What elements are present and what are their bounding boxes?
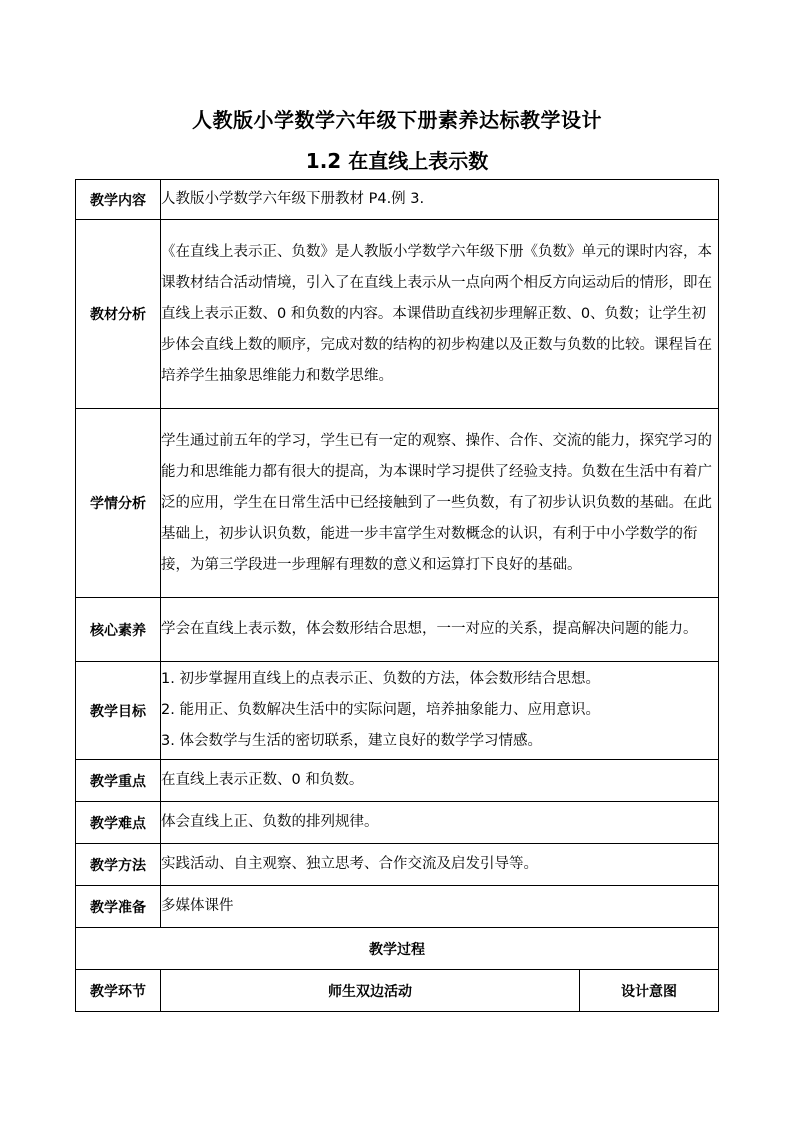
value-difficulty: 体会直线上正、负数的排列规律。 xyxy=(161,802,719,844)
value-material: 《在直线上表示正、负数》是人教版小学数学六年级下册《负数》单元的课时内容，本课教材结合活动情境，引入了在直线上表示从一点向两个相反方向运动后的情形，即在直线上表示正数、0 和负数的内容。本课借助直线初步理解正数、0、负数；让学生初步体会直线上数的顺序，完成对数的结构的初步构建以及正数与负数的比较。课程旨在培养学生抽象思维能力和数学思维。 xyxy=(161,220,719,409)
row-process-columns xyxy=(76,970,719,1012)
document-title: 人教版小学数学六年级下册素养达标教学设计 xyxy=(192,108,602,132)
goal-item: 1. 初步掌握用直线上的点表示正、负数的方法，体会数形结合思想。 xyxy=(161,671,600,687)
column-stage: 教学环节 xyxy=(76,970,161,1012)
value-content: 人教版小学数学六年级下册教材 P4.例 3. xyxy=(161,180,719,220)
row-key xyxy=(76,760,719,802)
process-header: 教学过程 xyxy=(76,928,719,970)
column-activity: 师生双边活动 xyxy=(161,970,580,1012)
label-key: 教学重点 xyxy=(76,760,161,802)
label-content: 教学内容 xyxy=(76,180,161,220)
column-intent: 设计意图 xyxy=(580,970,719,1012)
row-prep xyxy=(76,886,719,928)
label-difficulty: 教学难点 xyxy=(76,802,161,844)
row-process-header xyxy=(76,928,719,970)
row-content xyxy=(76,180,719,220)
row-students xyxy=(76,409,719,598)
row-difficulty xyxy=(76,802,719,844)
goal-item: 2. 能用正、负数解决生活中的实际问题，培养抽象能力、应用意识。 xyxy=(161,702,600,718)
value-key: 在直线上表示正数、0 和负数。 xyxy=(161,760,719,802)
label-prep: 教学准备 xyxy=(76,886,161,928)
value-students: 学生通过前五年的学习，学生已有一定的观察、操作、合作、交流的能力，探究学习的能力和思维能力都有很大的提高，为本课时学习提供了经验支持。负数在生活中有着广泛的应用，学生在日常生活中已经接触到了一些负数，有了初步认识负数的基础。在此基础上，初步认识负数，能进一步丰富学生对数概念的认识，有利于中小学数学的衔接，为第三学段进一步理解有理数的意义和运算打下良好的基础。 xyxy=(161,409,719,598)
label-material: 教材分析 xyxy=(76,220,161,409)
row-method xyxy=(76,844,719,886)
value-prep: 多媒体课件 xyxy=(161,886,719,928)
row-literacy xyxy=(76,598,719,662)
lesson-plan-table xyxy=(75,179,719,1012)
goal-item: 3. 体会数学与生活的密切联系，建立良好的数学学习情感。 xyxy=(161,733,542,749)
label-students: 学情分析 xyxy=(76,409,161,598)
row-material xyxy=(76,220,719,409)
label-literacy: 核心素养 xyxy=(76,598,161,662)
row-goals xyxy=(76,662,719,760)
value-literacy: 学会在直线上表示数，体会数形结合思想，一一对应的关系，提高解决问题的能力。 xyxy=(161,598,719,662)
value-method: 实践活动、自主观察、独立思考、合作交流及启发引导等。 xyxy=(161,844,719,886)
label-goals: 教学目标 xyxy=(76,662,161,760)
label-method: 教学方法 xyxy=(76,844,161,886)
document-subtitle: 1.2 在直线上表示数 xyxy=(305,149,489,173)
value-goals xyxy=(161,662,719,760)
